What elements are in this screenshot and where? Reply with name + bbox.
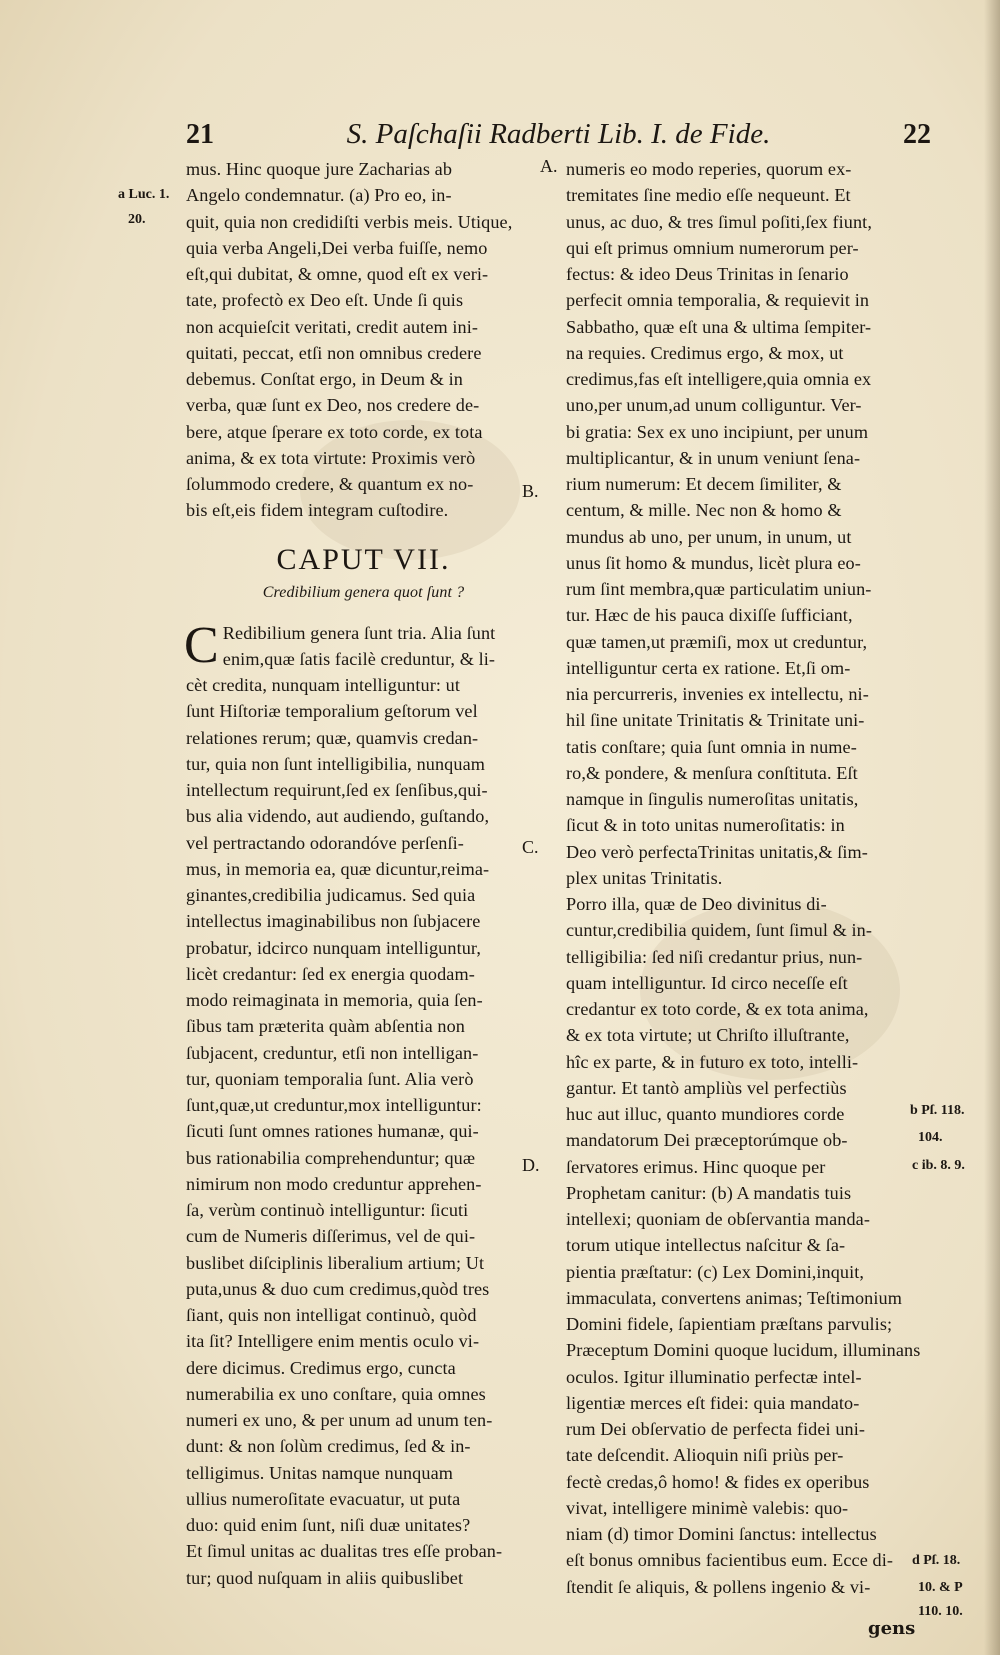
text-line: bis eſt,eis fidem integram cuſtodire.: [186, 500, 449, 521]
page-edge-shadow: [984, 0, 1000, 1655]
text-line: dere dicimus. Credimus ergo, cuncta: [186, 1357, 456, 1378]
text-line: rum Dei obſervatio de perfecta fidei uni-: [566, 1419, 866, 1439]
text-line: Deo verò perfectaTrinitas unitatis,& ſim-: [566, 841, 868, 862]
text-line: unus, ac duo, & tres ſimul poſiti,ſex fiunt,: [566, 211, 872, 232]
text-line: mandatorum Dei præceptorúmque ob-: [566, 1130, 848, 1151]
text-line: nia percurreris, invenies ex intellectu, ni-: [566, 684, 869, 704]
text-line: & ex tota virtute; ut Chriſto illuſtrante,: [566, 1025, 850, 1046]
text-line: cuntur,credibilia quidem, ſunt ſimul & in-: [566, 920, 873, 941]
text-line: eſt bonus omnibus facientibus eum. Ecce di-: [566, 1550, 894, 1571]
text-line: non acquieſcit veritati, credit autem ini-: [186, 316, 479, 337]
text-line: ſunt Hiſtoriæ temporalium geſtorum vel: [186, 701, 478, 722]
text-line: tur, quoniam temporalia ſunt. Alia verò: [186, 1068, 474, 1089]
left-column: [186, 156, 541, 1591]
text-line: intellexi; quoniam de obſervantia manda-: [566, 1209, 870, 1229]
text-line: fectè credas,ô homo! & fides ex operibus: [566, 1471, 870, 1492]
text-line: ita ſit? Intelligere enim mentis oculo vi-: [186, 1331, 480, 1352]
left-column-chapter-text: [184, 616, 541, 1591]
text-line: Præceptum Domini quoque lucidum, illuminans: [566, 1340, 921, 1361]
text-line: namque in ſingulis numeroſitas unitatis,: [566, 789, 859, 809]
text-line: relationes rerum; quæ, quamvis credan-: [186, 727, 479, 748]
text-line: rium numerum: Et decem ſimiliter, &: [566, 474, 842, 494]
text-line: cèt credita, nunquam intelliguntur: ut: [186, 675, 461, 695]
text-line: duo: quid enim ſunt, niſi duæ unitates?: [186, 1515, 471, 1535]
text-line: tatis conſtare; quia ſunt omnia in nume-: [566, 736, 857, 757]
text-line: uno,per unum,ad unum colliguntur. Ver-: [566, 395, 862, 416]
text-line: buslibet diſciplinis liberalium artium; Ut: [186, 1252, 485, 1273]
text-line: intellectum requirunt,ſed ex ſenſibus,qui-: [186, 780, 488, 800]
text-line: ſa, verùm continuò intelliguntur: ſicuti: [186, 1200, 469, 1220]
text-line: quam intelliguntur. Id circo neceſſe eſt: [566, 972, 848, 993]
text-line: ſervatores erimus. Hinc quoque per: [566, 1156, 826, 1177]
right-page-number: 22: [902, 119, 931, 150]
text-line: tremitates ſine medio eſſe nequeunt. Et: [566, 185, 851, 206]
text-line: na requies. Credimus ergo, & mox, ut: [566, 342, 844, 363]
text-line: mus. Hinc quoque jure Zacharias ab: [186, 159, 453, 179]
text-line: debemus. Conſtat ergo, in Deum & in: [186, 369, 463, 389]
text-line: quæ tamen,ut præmiſi, mox ut creduntur,: [566, 631, 868, 652]
text-line: quit, quia non credidiſti verbis meis. Utique,: [186, 211, 513, 232]
text-line: numeri ex uno, & per unum ad unum ten-: [186, 1410, 493, 1430]
text-line: modo reimaginata in memoria, quia ſen-: [186, 990, 483, 1010]
margin-note-psalm-18: d Pſ. 18.: [912, 1553, 961, 1568]
chapter-heading: CAPUT VII.: [276, 542, 451, 576]
text-line: unus ſit homo & mundus, licèt plura eo-: [566, 552, 861, 573]
margin-note-luke-verse: 20.: [128, 212, 146, 227]
text-line: tate deſcendit. Alioquin niſi priùs per-: [566, 1445, 844, 1466]
text-line: plex unitas Trinitatis.: [566, 867, 723, 888]
text-line: ſicut & in toto unitas numeroſitatis: in: [566, 815, 845, 836]
text-line: qui eſt primus omnium numerorum per-: [566, 237, 859, 258]
text-line: eſt,qui dubitat, & omne, quod eſt ex veri-: [186, 264, 489, 284]
text-line: bus alia videndo, aut audiendo, guſtando,: [186, 806, 490, 827]
catchword: gens: [868, 1618, 916, 1639]
left-column-top-text: [186, 156, 541, 524]
text-line: quia verba Angeli,Dei verba fuiſſe, nemo: [186, 237, 488, 258]
text-line: anima, & ex tota virtute: Proximis verò: [186, 447, 476, 468]
text-line: multiplicantur, & in unum veniunt ſena-: [566, 447, 861, 468]
text-line: bi gratia: Sex ex uno incipiunt, per unum: [566, 421, 869, 442]
text-line: Et ſimul unitas ac dualitas tres eſſe proban-: [186, 1541, 503, 1562]
text-line: tate, profectò ex Deo eſt. Unde ſi quis: [186, 290, 464, 311]
text-line: tur. Hæc de his pauca dixiſſe ſufficiant,: [566, 605, 853, 626]
text-line: intellectus imaginabilibus non ſubjacere: [186, 911, 481, 932]
text-line: ſubjacent, creduntur, etſi non intelligan-: [186, 1042, 479, 1063]
text-line: puta,unus & duo cum credimus,quòd tres: [186, 1278, 490, 1299]
text-line: cum de Numeris diſſerimus, vel de qui-: [186, 1226, 476, 1247]
text-line: pientia præſtatur: (c) Lex Domini,inquit,: [566, 1261, 865, 1282]
text-line: intelliguntur certa ex ratione. Et,ſi om-: [566, 657, 851, 678]
text-line: tur, quia non ſunt intelligibilia, nunquam: [186, 753, 485, 774]
text-line: perfecit omnia temporalia, & requievit in: [566, 290, 870, 311]
text-line: ſibus tam præterita quàm abſentia non: [186, 1016, 465, 1037]
text-line: rum ſint membra,quæ particulatim uniun-: [566, 579, 872, 599]
text-line: torum utique intellectus naſcitur & ſa-: [566, 1235, 846, 1256]
text-line: enim,quæ ſatis facilè creduntur, & li-: [222, 648, 496, 669]
text-line: centum, & mille. Nec non & homo &: [566, 500, 842, 521]
text-line: Angelo condemnatur. (a) Pro eo, in-: [186, 185, 452, 206]
text-line: ligentiæ merces eſt fidei: quia mandato-: [566, 1392, 860, 1413]
running-title: S. Paſchaſii Radberti Lib. I. de Fide.: [346, 118, 771, 150]
text-line: telligibilia: ſed niſi credantur prius, nun-: [566, 946, 863, 967]
text-line: hîc ex parte, & in futuro ex toto, intelli-: [566, 1051, 859, 1072]
text-line: quitati, peccat, etſi non omnibus credere: [186, 342, 482, 363]
left-page-number: 21: [186, 119, 214, 150]
margin-note-psalm-118: b Pſ. 118.: [910, 1103, 965, 1118]
text-line: Sabbatho, quæ eſt una & ultima ſempiter-: [566, 316, 872, 337]
right-column-text: [566, 156, 938, 1600]
text-line: probatur, idcirco nunquam intelliguntur,: [186, 937, 481, 958]
text-line: oculos. Igitur illuminatio perfectæ intel-: [566, 1366, 862, 1387]
margin-note-104: 104.: [918, 1130, 943, 1145]
text-line: gantur. Et tantò ampliùs vel perfectiùs: [566, 1077, 847, 1098]
text-line: niam (d) timor Domini ſanctus: intellectus: [566, 1524, 877, 1544]
margin-note-110: 110. 10.: [918, 1604, 963, 1619]
text-line: vel pertractando odorandóve perſenſi-: [186, 832, 464, 853]
text-line: credantur ex toto corde, & ex tota anima,: [566, 999, 869, 1019]
text-line: ſolummodo credere, & quantum ex no-: [186, 474, 474, 494]
text-line: telligimus. Unitas namque nunquam: [186, 1462, 453, 1483]
text-line: ſicuti ſunt omnes rationes humanæ, qui-: [186, 1121, 479, 1142]
section-marker-c: C.: [522, 837, 539, 857]
text-line: ſiant, quis non intelligat continuò, quòd: [186, 1305, 477, 1325]
right-column: [566, 156, 938, 1600]
text-line: fectus: & ideo Deus Trinitas in ſenario: [566, 264, 849, 284]
text-line: Porro illa, quæ de Deo divinitus di-: [566, 894, 827, 914]
margin-note-10: 10. & P: [918, 1580, 963, 1595]
text-line: immaculata, convertens animas; Teſtimonium: [566, 1287, 902, 1308]
text-line: vivat, intelligere minimè valebis: quo-: [566, 1497, 849, 1518]
text-line: mundus ab uno, per unum, in unum, ut: [566, 526, 852, 547]
text-line: bere, atque ſperare ex toto corde, ex tota: [186, 421, 483, 442]
section-marker-b: B.: [522, 481, 539, 501]
text-line: credimus,fas eſt intelligere,quia omnia ex: [566, 369, 872, 389]
text-line: licèt credantur: ſed ex energia quodam-: [186, 963, 475, 984]
text-line: Domini fidele, ſapientiam præſtans parvulis;: [566, 1314, 893, 1334]
text-line: verba, quæ ſunt ex Deo, nos credere de-: [186, 395, 480, 416]
text-line: ro,& pondere, & menſura conſtituta. Eſt: [566, 762, 858, 783]
text-line: ginantes,credibilia judicamus. Sed quia: [186, 885, 476, 905]
chapter-subtitle: Credibilium genera quot ſunt ?: [262, 583, 465, 601]
margin-note-luke: a Luc. 1.: [118, 187, 170, 202]
text-line: ſtendit ſe aliquis, & pollens ingenio & vi-: [566, 1576, 871, 1597]
text-line: huc aut illuc, quanto mundiores corde: [566, 1104, 845, 1124]
text-line: hil ſine unitate Trinitatis & Trinitate uni-: [566, 710, 865, 731]
margin-note-ib: c ib. 8. 9.: [912, 1158, 965, 1173]
text-line: ullius numeroſitate evacuatur, ut puta: [186, 1488, 461, 1509]
text-line: nimirum non modo creduntur apprehen-: [186, 1173, 482, 1194]
text-line: tur; quod nuſquam in aliis quibuslibet: [186, 1567, 464, 1588]
text-line: ſunt,quæ,ut creduntur,mox intelliguntur:: [186, 1095, 482, 1115]
section-marker-d: D.: [522, 1155, 540, 1175]
section-marker-a: A.: [540, 156, 558, 176]
text-line: mus, in memoria ea, quæ dicuntur,reima-: [186, 858, 490, 879]
text-line: Prophetam canitur: (b) A mandatis tuis: [566, 1182, 852, 1203]
drop-cap: C: [184, 616, 219, 674]
text-line: dunt: & non ſolùm credimus, ſed & in-: [186, 1436, 471, 1457]
text-line: Redibilium genera ſunt tria. Alia ſunt: [222, 622, 496, 643]
text-line: numeris eo modo reperies, quorum ex-: [566, 159, 852, 179]
text-line: numerabilia ex uno conſtare, quia omnes: [186, 1383, 486, 1404]
text-line: bus rationabilia comprehenduntur; quæ: [186, 1147, 476, 1168]
